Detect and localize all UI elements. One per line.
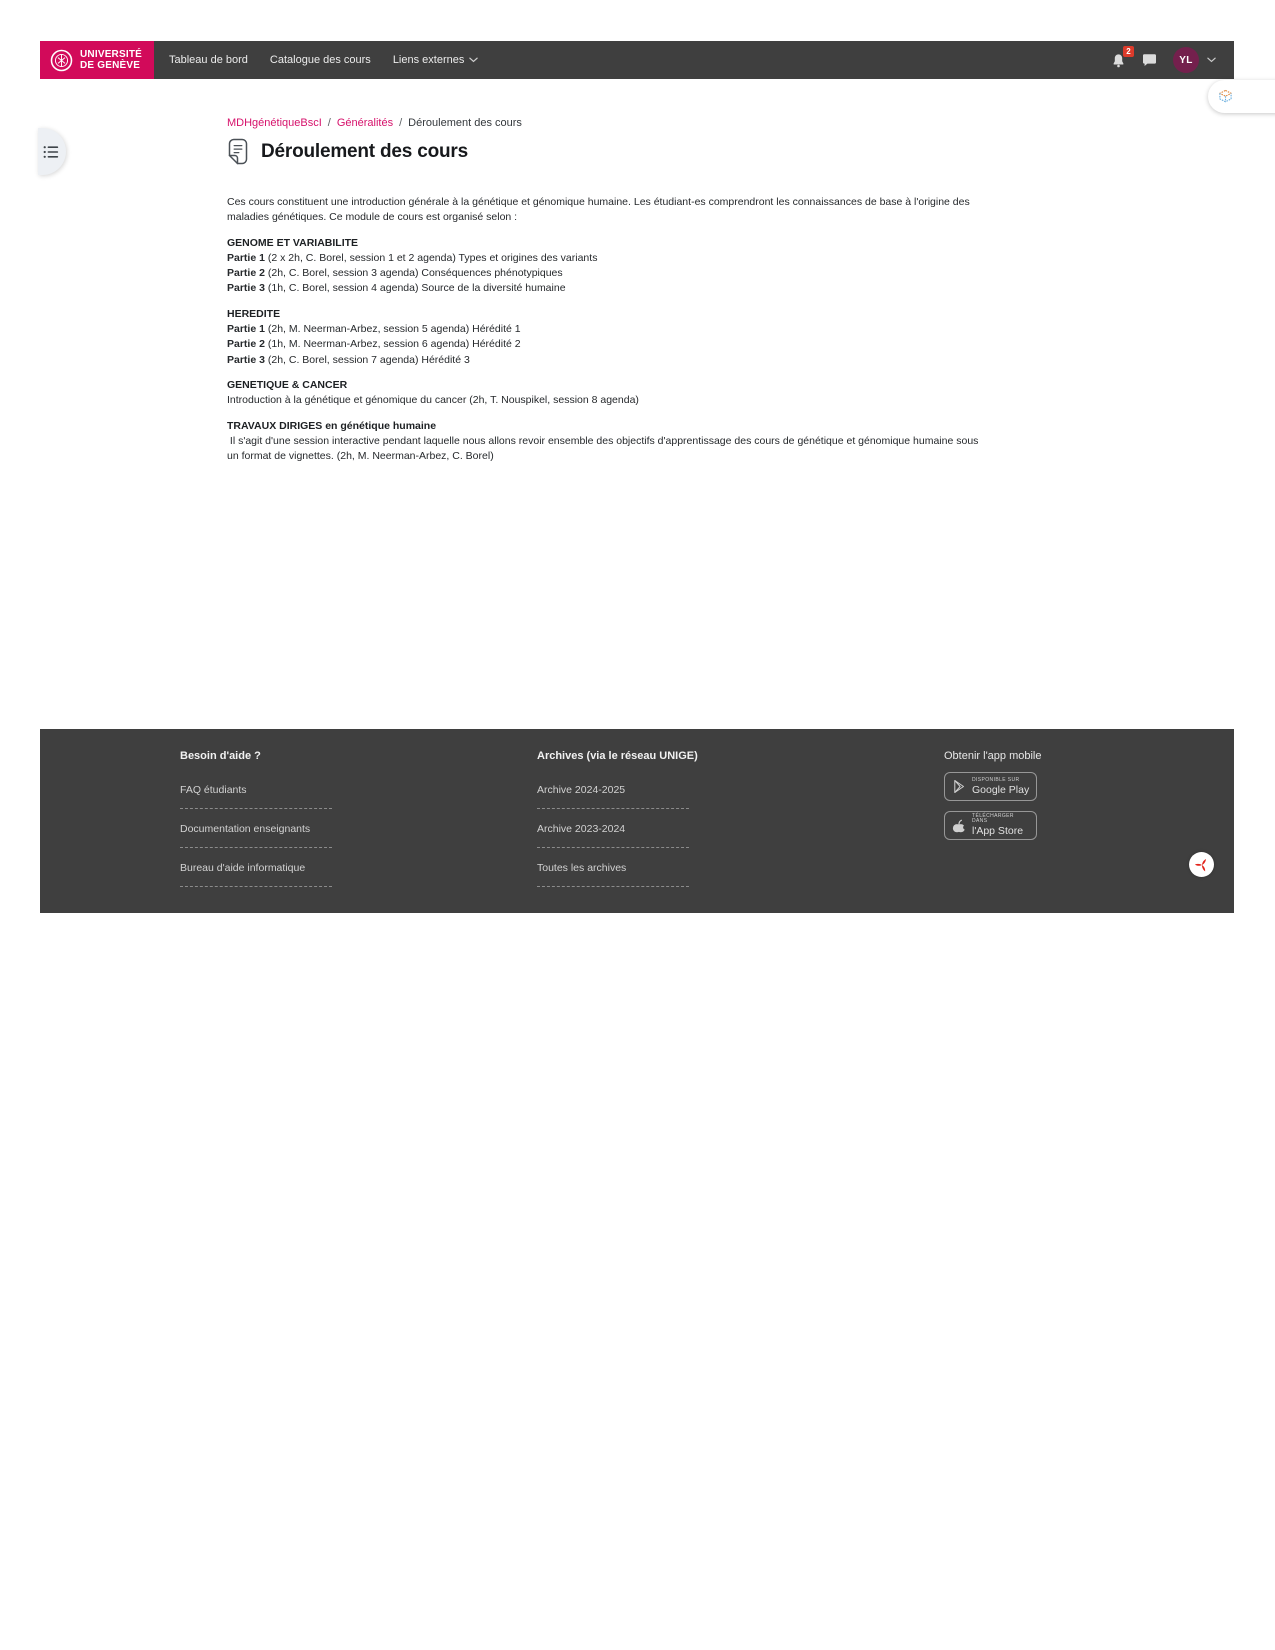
- footer-help-heading: Besoin d'aide ?: [180, 750, 261, 762]
- google-play-icon: [952, 779, 966, 794]
- nav-item-dashboard[interactable]: Tableau de bord: [169, 54, 248, 66]
- section-genetique-cancer: [227, 378, 985, 409]
- unige-logo[interactable]: [40, 41, 154, 79]
- section-genome: [227, 236, 985, 297]
- user-menu-chevron-icon: [1207, 57, 1216, 63]
- breadcrumb-separator: /: [327, 117, 331, 129]
- user-menu[interactable]: [1173, 47, 1216, 73]
- top-navbar: [40, 41, 1234, 79]
- list-icon: [43, 145, 59, 159]
- page-footer: [40, 729, 1234, 913]
- nav-item-external-links[interactable]: [393, 54, 479, 66]
- footer-archives-column: [537, 750, 698, 887]
- primary-nav: [169, 41, 478, 79]
- navbar-right-cluster: [1111, 41, 1234, 79]
- badge-big-text: l'App Store: [972, 825, 1024, 838]
- unige-seal-icon: [49, 48, 74, 73]
- footer-mobile-app-column: [944, 750, 1042, 840]
- section-heading: GENETIQUE & CANCER: [227, 378, 348, 391]
- footer-help-column: [180, 750, 332, 887]
- page-content: [227, 117, 985, 464]
- footer-link-item: [537, 848, 689, 887]
- cube-icon: [1217, 89, 1234, 105]
- section-travaux-diriges: [227, 419, 985, 465]
- nav-item-course-catalogue[interactable]: Catalogue des cours: [269, 54, 371, 66]
- notifications-button[interactable]: [1111, 46, 1131, 68]
- chat-bubble-icon: [1142, 53, 1157, 67]
- section-heading: TRAVAUX DIRIGES en génétique humaine: [227, 419, 437, 432]
- footer-link-item: [180, 848, 332, 887]
- section-line: Partie 2 (1h, M. Neerman-Arbez, session 6 agenda) Hérédité 2: [227, 338, 521, 351]
- footer-archives-heading: Archives (via le réseau UNIGE): [537, 750, 698, 762]
- section-line: Partie 1 (2 x 2h, C. Borel, session 1 et 2 agenda) Types et origines des variants: [227, 251, 598, 264]
- footer-link-item: [537, 770, 689, 809]
- footer-link-doc-enseignants[interactable]: Documentation enseignants: [180, 823, 311, 835]
- avatar[interactable]: YL: [1173, 47, 1199, 73]
- footer-link-faq[interactable]: FAQ étudiants: [180, 784, 247, 796]
- badge-small-text: TÉLÉCHARGER DANS: [972, 813, 1014, 825]
- section-line: Introduction à la génétique et génomique du cancer (2h, T. Nouspikel, session 8 agenda): [227, 394, 639, 407]
- section-line: Partie 2 (2h, C. Borel, session 3 agenda) Conséquences phénotypiques: [227, 267, 563, 280]
- extension-widget-button[interactable]: [1208, 80, 1275, 113]
- footer-link-item: [180, 770, 332, 809]
- logo-line1: UNIVERSITÉ: [80, 49, 143, 60]
- page-resource-icon: [227, 138, 249, 165]
- chevron-down-icon: [469, 57, 478, 63]
- footer-link-bureau-aide[interactable]: Bureau d'aide informatique: [180, 862, 306, 874]
- badge-big-text: Google Play: [972, 783, 1030, 796]
- nav-item-external-links-label: Liens externes: [392, 54, 465, 66]
- apple-icon: [952, 818, 966, 834]
- section-line: Partie 3 (2h, C. Borel, session 7 agenda) Hérédité 3: [227, 353, 470, 366]
- page-title-row: [227, 138, 985, 165]
- footer-link-item: [180, 809, 332, 848]
- page-title: Déroulement des cours: [261, 140, 468, 162]
- footer-link-toutes-archives[interactable]: Toutes les archives: [537, 862, 627, 874]
- section-line: Partie 3 (1h, C. Borel, session 4 agenda) Source de la diversité humaine: [227, 282, 566, 295]
- app-store-badge[interactable]: [944, 811, 1037, 840]
- notification-count-badge: 2: [1123, 46, 1134, 57]
- section-heading: GENOME ET VARIABILITE: [227, 236, 359, 249]
- section-heading: HEREDITE: [227, 307, 281, 320]
- footer-link-archive-2024-2025[interactable]: Archive 2024-2025: [537, 784, 626, 796]
- adobe-pdf-icon: [1195, 858, 1209, 872]
- google-play-badge[interactable]: [944, 772, 1037, 801]
- breadcrumb-section-link[interactable]: Généralités: [336, 117, 394, 129]
- logo-line2: DE GENÈVE: [80, 60, 141, 71]
- breadcrumb-separator: /: [399, 117, 403, 129]
- section-heredite: [227, 307, 985, 368]
- breadcrumb-course-link[interactable]: MDHgénétiqueBscI: [227, 117, 322, 129]
- footer-link-archive-2023-2024[interactable]: Archive 2023-2024: [537, 823, 626, 835]
- breadcrumb: [227, 117, 985, 129]
- footer-link-item: [537, 809, 689, 848]
- course-index-toggle[interactable]: [38, 128, 66, 175]
- pdf-export-button[interactable]: [1189, 852, 1214, 877]
- section-line: Partie 1 (2h, M. Neerman-Arbez, session 5 agenda) Hérédité 1: [227, 323, 521, 336]
- breadcrumb-current-page: Déroulement des cours: [408, 117, 522, 129]
- course-intro-paragraph: Ces cours constituent une introduction générale à la génétique et génomique humaine. Les étudiant-es comprendront les connaissances de base à l'origine des maladies génétiques. Ce module de cours est organisé selon :: [227, 196, 970, 224]
- messages-button[interactable]: [1142, 53, 1157, 67]
- badge-small-text: DISPONIBLE SUR: [972, 776, 1020, 783]
- footer-app-heading: Obtenir l'app mobile: [944, 750, 1042, 762]
- section-line: Il s'agit d'une session interactive pendant laquelle nous allons revoir ensemble des objectifs d'apprentissage des cours de génétique et génomique humaine sous un format de vignettes. (2h, M. Neerman-Arbez, C. Borel): [227, 434, 979, 463]
